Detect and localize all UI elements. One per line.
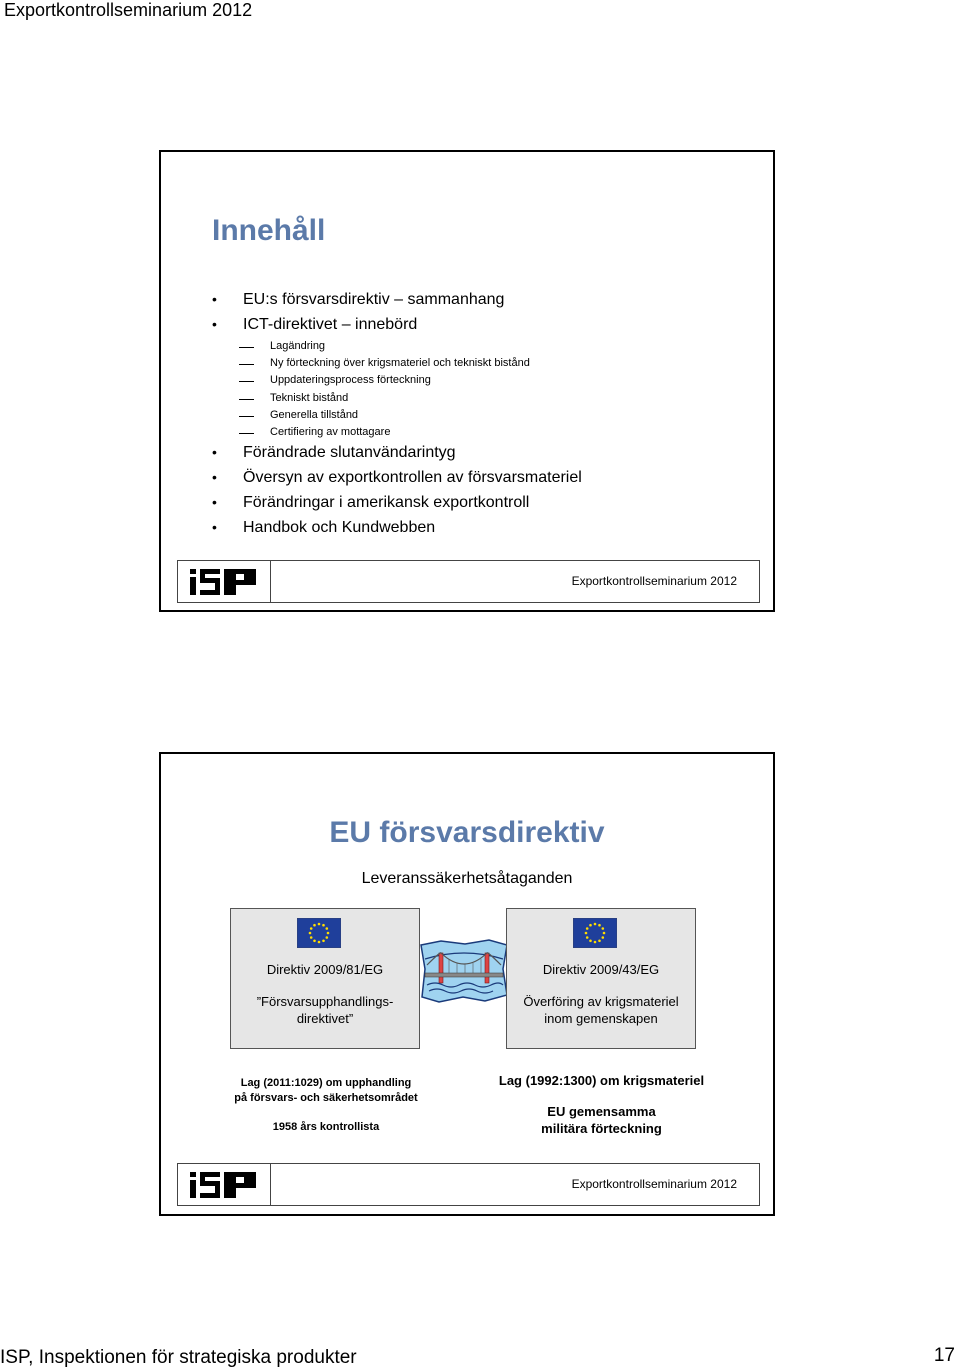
eu-list-line: EU gemensamma [547,1104,656,1119]
slide-footer-bar [177,1163,760,1206]
directive-desc-line: inom gemenskapen [544,1011,658,1026]
directive-desc-line: Överföring av krigsmateriel [523,994,679,1009]
bullet-item: • Förändrade slutanvändarintyg [209,441,749,466]
sub-bullet-item: Tekniskt bistånd [209,390,749,407]
bullet-list [209,288,749,541]
directive-description [507,993,695,1027]
sub-bullet-item: Lagändring [209,338,749,355]
directive-name: Direktiv 2009/43/EG [542,962,660,977]
directive-description [231,993,419,1027]
slide-title: Innehåll [212,214,326,247]
directive-desc-line: direktivet” [296,1011,354,1026]
law-line: Lag (1992:1300) om krigsmateriel [498,1073,705,1088]
law-text-right [479,1072,724,1137]
isp-logo [178,561,271,602]
control-list-line: 1958 års kontrollista [272,1121,380,1133]
page-number: 17 [933,1345,955,1366]
bullet-item: • Förändringar i amerikansk exportkontroll [209,491,749,516]
isp-logo-icon [190,1172,258,1198]
law-text-left [201,1076,451,1135]
directive-box-left [230,908,420,1049]
directive-box-right [506,908,696,1049]
page-footer: ISP, Inspektionen för strategiska produkter [0,1347,357,1368]
bullet-item: • Översyn av exportkontrollen av försvarsmateriel [209,466,749,491]
isp-logo [178,1164,271,1205]
sub-bullet-item: Generella tillstånd [209,407,749,424]
directive-name: Direktiv 2009/81/EG [266,962,384,977]
slide-footer-bar [177,560,760,603]
eu-flag-icon [297,918,341,948]
slide-eu-directive [159,752,775,1216]
directive-desc-line: ”Försvarsupphandlings- [256,994,394,1009]
eu-flag-icon [573,918,617,948]
isp-logo-icon [190,569,258,595]
bullet-item: • ICT-direktivet – innebörd [209,313,749,338]
slide-title: EU försvarsdirektiv [329,816,605,849]
bullet-item: • Handbok och Kundwebben [209,516,749,541]
law-line: Lag (2011:1029) om upphandling [240,1077,412,1089]
slide-subtitle: Leveranssäkerhetsåtaganden [361,870,573,887]
slide-footer-text: Exportkontrollseminarium 2012 [571,574,737,588]
sub-bullet-item: Ny förteckning över krigsmateriel och tekniskt bistånd [209,355,749,372]
bridge-clipart-icon [419,939,509,1009]
law-line: på försvars- och säkerhetsområdet [234,1092,418,1104]
eu-list-line: militära förteckning [541,1121,662,1136]
sub-bullet-item: Uppdateringsprocess förteckning [209,372,749,389]
slide-footer-text: Exportkontrollseminarium 2012 [571,1177,737,1191]
slide-contents [159,150,775,612]
sub-bullet-item: Certifiering av mottagare [209,424,749,441]
bullet-item: • EU:s försvarsdirektiv – sammanhang [209,288,749,313]
page-header: Exportkontrollseminarium 2012 [4,0,253,20]
